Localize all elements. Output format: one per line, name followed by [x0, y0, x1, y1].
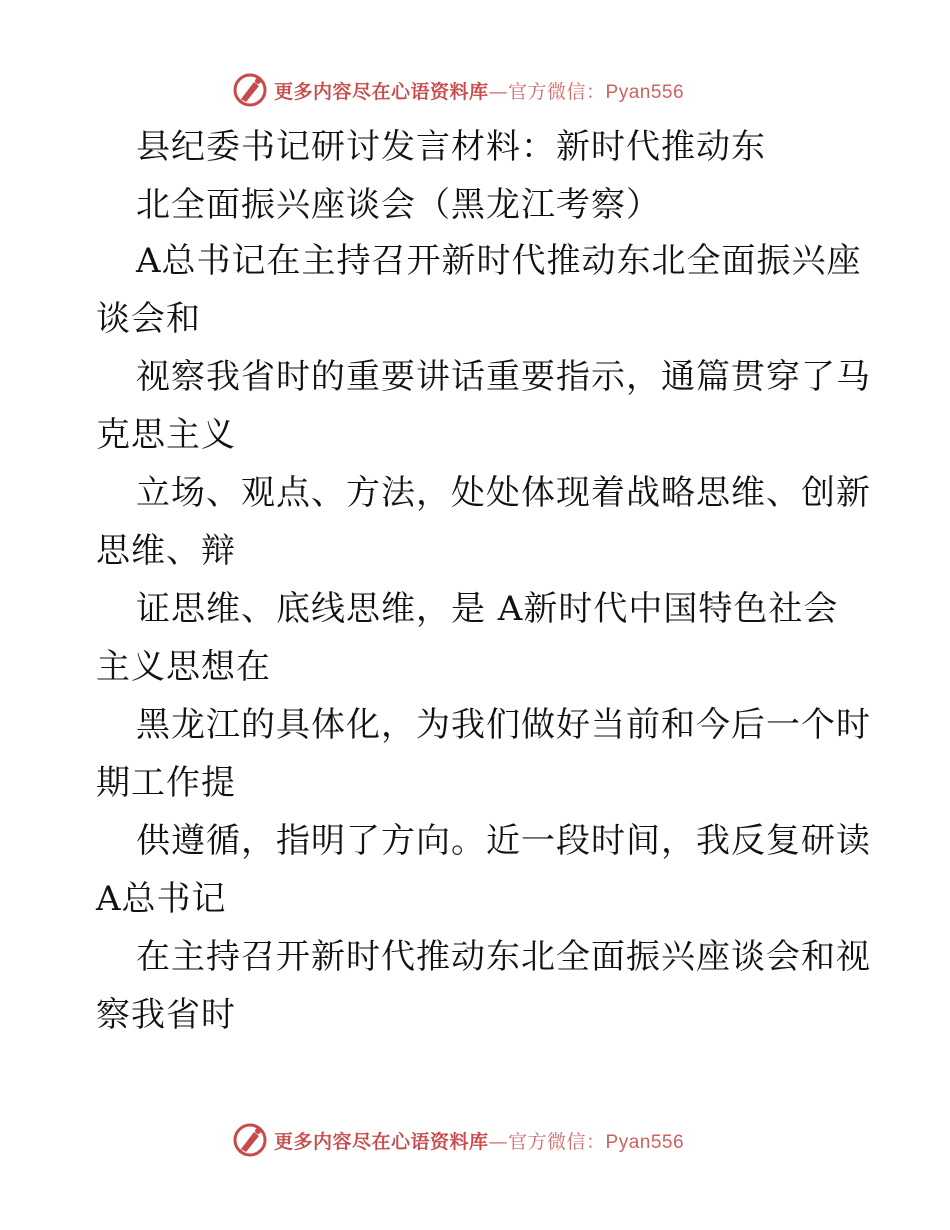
- document-title: [136, 118, 856, 234]
- text-line: 克思主义: [96, 415, 236, 455]
- title-line: 县纪委书记研讨发言材料：新时代推动东: [136, 127, 766, 167]
- watermark-main: 更多内容尽在心语资料库: [274, 1130, 489, 1153]
- text-line: A总书记: [96, 879, 227, 919]
- watermark-dash: —: [488, 80, 509, 103]
- text-line: 供遵循，指明了方向。近一段时间，我反复研读: [136, 821, 871, 861]
- watermark-sub: 官方微信：: [508, 80, 606, 103]
- text-line: 在主持召开新时代推动东北全面振兴座谈会和视: [136, 937, 871, 977]
- title-line: 北全面振兴座谈会（黑龙江考察）: [136, 185, 661, 225]
- paragraph: [96, 232, 866, 348]
- text-line: 谈会和: [96, 299, 201, 339]
- watermark-handle: Pyan556: [605, 81, 685, 103]
- watermark-text: [274, 1127, 684, 1154]
- watermark-text: [274, 77, 684, 104]
- watermark-main: 更多内容尽在心语资料库: [274, 80, 489, 103]
- pen-logo-icon: [232, 1122, 268, 1158]
- paragraph: [96, 812, 871, 928]
- watermark-header: [232, 70, 684, 110]
- text-line: 察我省时: [96, 995, 236, 1035]
- pen-logo-icon: [232, 72, 268, 108]
- text-line: 证思维、底线思维，是 A新时代中国特色社会: [136, 589, 839, 629]
- paragraph: [96, 928, 871, 1044]
- paragraph: [96, 464, 871, 580]
- text-line: 立场、观点、方法，处处体现着战略思维、创新: [136, 473, 871, 513]
- watermark-footer: [232, 1120, 684, 1160]
- watermark-handle: Pyan556: [605, 1131, 685, 1153]
- paragraph: [96, 580, 866, 696]
- text-line: 思维、辩: [96, 531, 236, 571]
- text-line: 期工作提: [96, 763, 236, 803]
- watermark-sub: 官方微信：: [508, 1130, 606, 1153]
- watermark-dash: —: [488, 1130, 509, 1153]
- paragraph: [96, 696, 871, 812]
- paragraph: [96, 348, 871, 464]
- document-body: [96, 232, 871, 1044]
- text-line: 黑龙江的具体化，为我们做好当前和今后一个时: [136, 705, 871, 745]
- text-line: 视察我省时的重要讲话重要指示，通篇贯穿了马: [136, 357, 871, 397]
- text-line: 主义思想在: [96, 647, 271, 687]
- text-line: A总书记在主持召开新时代推动东北全面振兴座: [136, 241, 862, 281]
